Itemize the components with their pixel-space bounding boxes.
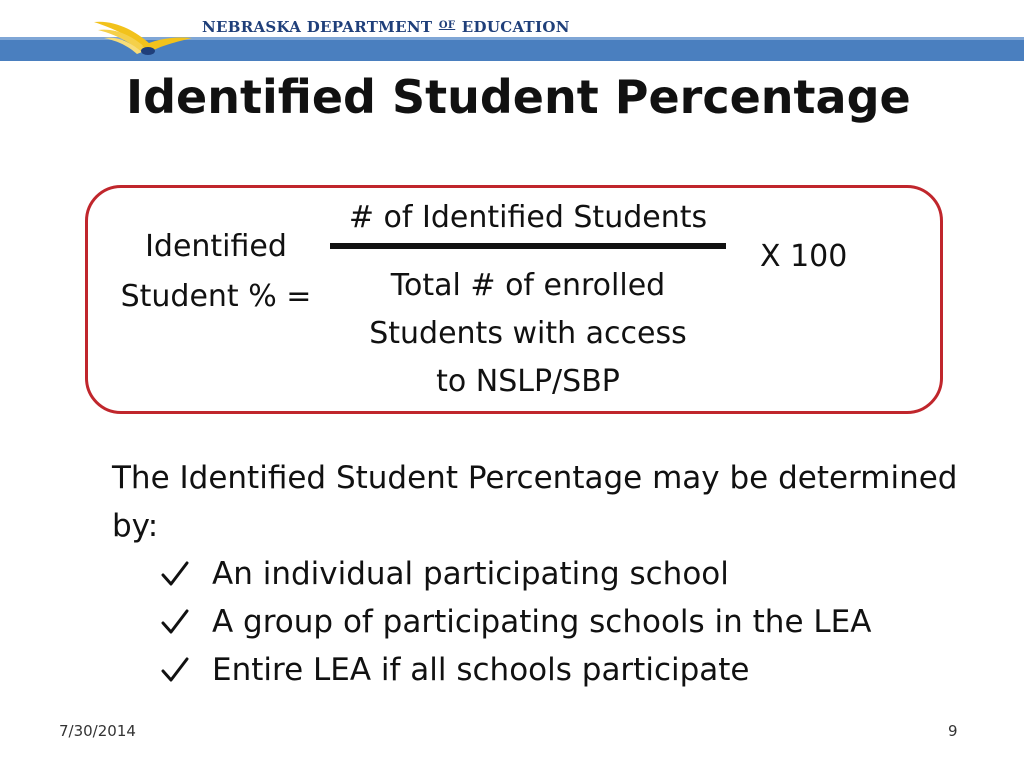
formula-numerator: # of Identified Students bbox=[348, 200, 708, 235]
formula-lhs-line2: Student % = bbox=[120, 279, 312, 314]
denominator-line3: to NSLP/SBP bbox=[436, 364, 620, 399]
list-item bbox=[160, 646, 871, 694]
organization-name-part1: NEBRASKA DEPARTMENT bbox=[202, 18, 433, 36]
bullet-text: A group of participating schools in the LEA bbox=[212, 604, 872, 640]
formula-lhs-line1: Identified bbox=[145, 229, 287, 264]
book-wing-logo-icon bbox=[92, 14, 202, 60]
bullet-text: An individual participating school bbox=[212, 556, 729, 592]
slide-title: Identified Student Percentage bbox=[126, 70, 911, 124]
footer-date: 7/30/2014 bbox=[59, 722, 136, 740]
organization-name bbox=[202, 18, 570, 36]
fraction-bar bbox=[330, 243, 726, 249]
page-number: 9 bbox=[948, 722, 958, 740]
check-icon bbox=[160, 559, 190, 589]
list-item bbox=[160, 550, 871, 598]
organization-name-part2: EDUCATION bbox=[461, 18, 570, 36]
organization-name-of: OF bbox=[438, 20, 456, 31]
check-icon bbox=[160, 607, 190, 637]
formula-multiplier: X 100 bbox=[760, 239, 848, 274]
check-icon bbox=[160, 655, 190, 685]
denominator-line1: Total # of enrolled bbox=[390, 268, 666, 303]
formula-denominator bbox=[332, 262, 724, 406]
list-item bbox=[160, 598, 871, 646]
intro-text: The Identified Student Percentage may be determined by: bbox=[112, 460, 958, 544]
denominator-line2: Students with access bbox=[369, 316, 687, 351]
bullet-list bbox=[160, 550, 871, 694]
bullet-text: Entire LEA if all schools participate bbox=[212, 652, 750, 688]
formula-lhs bbox=[100, 222, 332, 322]
